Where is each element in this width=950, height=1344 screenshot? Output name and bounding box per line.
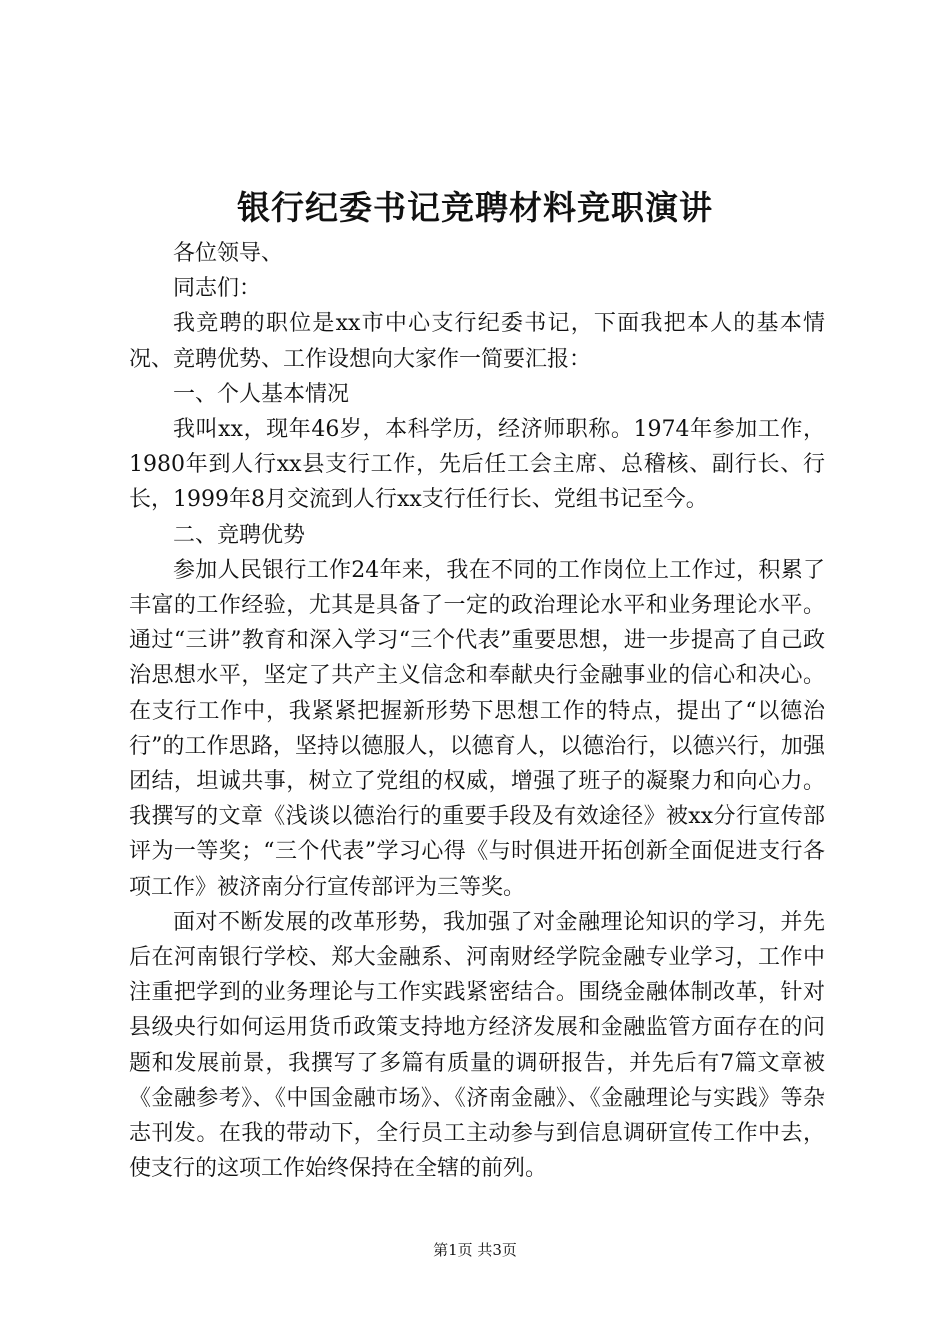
- advantages-paragraph-2: 面对不断发展的改革形势，我加强了对金融理论知识的学习，并先后在河南银行学校、郑大金融系、河南财经学院金融专业学习，工作中注重把学到的业务理论与工作实践紧密结合。围绕金融体制改革，针对县级央行如何运用货币政策支持地方经济发展和金融监管方面存在的问题和发展前景，我撰写了多篇有质量的调研报告，并先后有7篇文章被《金融参考》、《中国金融市场》、《济南金融》、《金融理论与实践》等杂志刊发。在我的带动下，全行员工主动参与到信息调研宣传工作中去，使支行的这项工作始终保持在全辖的前列。: [129, 909, 825, 1182]
- advantages-paragraph-1: 参加人民银行工作24年来，我在不同的工作岗位上工作过，积累了丰富的工作经验，尤其是具备了一定的政治理论水平和业务理论水平。通过“三讲”教育和深入学习“三个代表”重要思想，进一步提高了自己政治思想水平，坚定了共产主义信念和奉献央行金融事业的信心和决心。在支行工作中，我紧紧把握新形势下思想工作的特点，提出了“以德治行”的工作思路，坚持以德服人，以德育人，以德治行，以德兴行，加强团结，坦诚共事，树立了党组的权威，增强了班子的凝聚力和向心力。我撰写的文章《浅谈以德治行的重要手段及有效途径》被xx分行宣传部评为一等奖；“三个代表”学习心得《与时俱进开拓创新全面促进支行各项工作》被济南分行宣传部评为三等奖。: [129, 557, 825, 900]
- salutation-line-2: 同志们：: [173, 276, 262, 302]
- document-title: 银行纪委书记竞聘材料竞职演讲: [237, 188, 713, 227]
- basic-info-paragraph: 我叫xx，现年46岁，本科学历，经济师职称。1974年参加工作，1980年到人行xx县支行工作，先后任工会主席、总稽核、副行长、行长，1999年8月交流到人行xx支行任行长、党组书记至今。: [129, 417, 825, 513]
- intro-paragraph: 我竞聘的职位是xx市中心支行纪委书记，下面我把本人的基本情况、竞聘优势、工作设想向大家作一简要汇报：: [129, 311, 825, 372]
- section-heading-advantages: 二、竞聘优势: [173, 522, 306, 548]
- salutation-line-1: 各位领导、: [173, 241, 284, 266]
- page-footer: 第1页 共3页: [433, 1241, 517, 1259]
- section-heading-basic-info: 一、个人基本情况: [173, 381, 350, 407]
- document-body: [129, 236, 825, 1186]
